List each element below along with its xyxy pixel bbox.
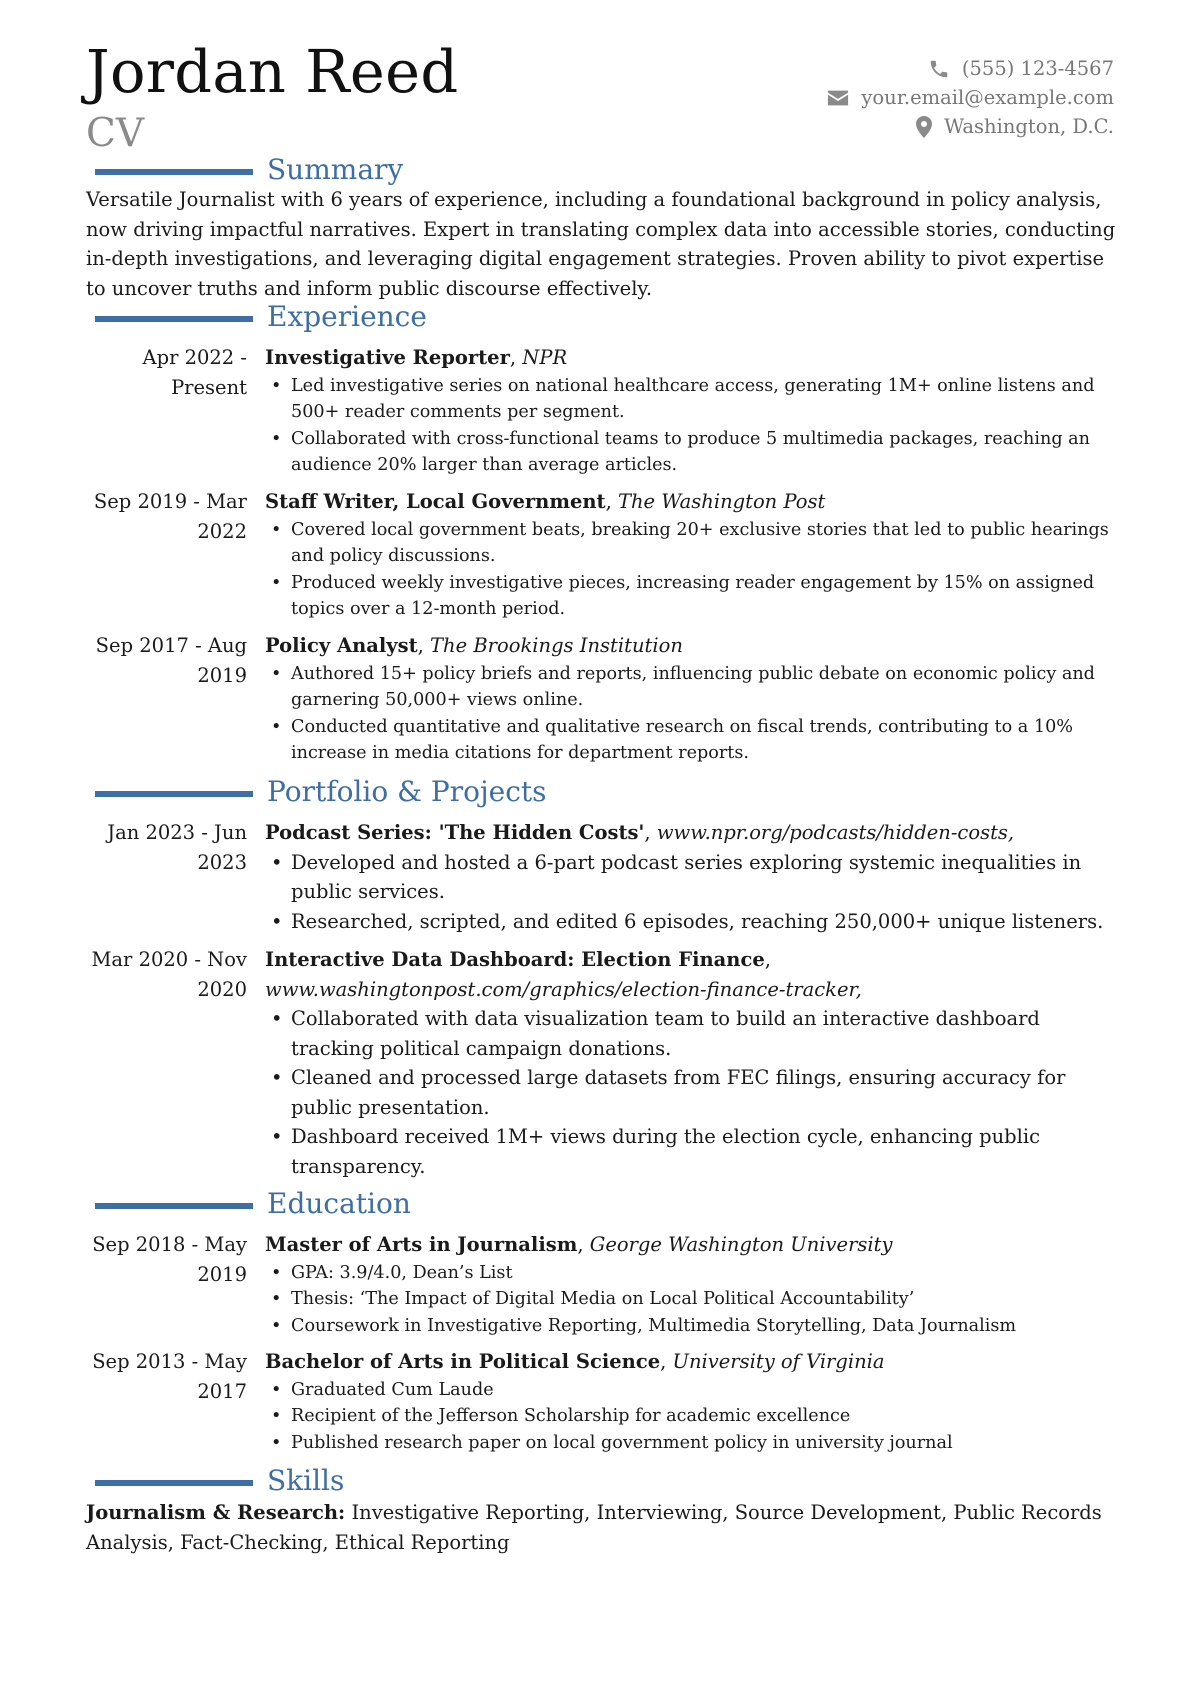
entry-date: Apr 2022 - Present xyxy=(142,346,247,399)
entry-separator: , xyxy=(660,1350,673,1373)
location-text: Washington, D.C. xyxy=(944,115,1114,138)
entry-heading xyxy=(265,1347,1110,1377)
entry-bullets xyxy=(265,1377,1110,1457)
entry-organization: George Washington University xyxy=(589,1233,893,1256)
entry-bullets xyxy=(265,661,1110,767)
contact-phone[interactable] xyxy=(827,54,1114,83)
skills-text xyxy=(86,1498,1116,1557)
entry-bullets xyxy=(265,1260,1110,1340)
section-portfolio-heading xyxy=(95,775,547,808)
entry-heading xyxy=(265,631,1110,661)
list-item: • Conducted quantitative and qualitative research on fiscal trends, contributing to a 10% increase in media citations for department reports. xyxy=(265,714,1110,767)
entry-bullets xyxy=(265,848,1110,937)
list-item: • Graduated Cum Laude xyxy=(265,1377,1110,1404)
entry-heading xyxy=(265,487,1110,517)
entry-body xyxy=(265,945,1110,1181)
entry-role: Master of Arts in Journalism xyxy=(265,1233,578,1256)
person-name: Jordan Reed xyxy=(86,37,459,106)
contact-email[interactable] xyxy=(827,83,1114,112)
list-item: • Thesis: ‘The Impact of Digital Media on Local Political Accountability’ xyxy=(265,1286,1110,1313)
entry-organization: University of Virginia xyxy=(672,1350,885,1373)
project-link[interactable]: www.npr.org/podcasts/hidden-costs, xyxy=(656,821,1015,844)
entry-separator: , xyxy=(577,1233,590,1256)
list-item: • Led investigative series on national healthcare access, generating 1M+ online listens and 500+ reader comments per segment. xyxy=(265,373,1110,426)
entry-body xyxy=(265,631,1110,767)
entry-role: Staff Writer, Local Government xyxy=(265,490,606,513)
list-item: • Coursework in Investigative Reporting, Multimedia Storytelling, Data Journalism xyxy=(265,1313,1110,1340)
summary-text: Versatile Journalist with 6 years of experience, including a foundational background in policy analysis, now driving impactful narratives. Expert in translating complex data into accessible stories, conducting in-depth investigations, and leveraging digital engagement strategies. Proven ability to pivot expertise to uncover truths and inform public discourse effectively. xyxy=(86,188,1116,300)
entry-date: Mar 2020 - Nov 2020 xyxy=(91,948,247,1001)
entry-date: Sep 2018 - May 2019 xyxy=(92,1233,247,1286)
entry-heading xyxy=(265,1230,1110,1260)
document-subtitle: CV xyxy=(86,111,145,156)
section-title: Portfolio & Projects xyxy=(267,775,547,808)
entry-date: Jan 2023 - Jun 2023 xyxy=(107,821,247,874)
entry-role: Investigative Reporter xyxy=(265,346,510,369)
section-divider-bar xyxy=(95,316,253,322)
entry-body xyxy=(265,487,1110,623)
section-title: Summary xyxy=(267,153,404,186)
list-item: • Cleaned and processed large datasets from FEC filings, ensuring accuracy for public presentation. xyxy=(265,1063,1110,1122)
section-experience-heading xyxy=(95,300,427,333)
list-item: • Covered local government beats, breaking 20+ exclusive stories that led to public hearings and policy discussions. xyxy=(265,517,1110,570)
entry-body xyxy=(265,818,1110,936)
entry-separator: , xyxy=(764,948,771,971)
entry-role: Bachelor of Arts in Political Science xyxy=(265,1350,661,1373)
list-item: • Researched, scripted, and edited 6 episodes, reaching 250,000+ unique listeners. xyxy=(265,907,1110,937)
section-title: Education xyxy=(267,1187,411,1220)
entry-bullets xyxy=(265,1004,1110,1181)
section-summary-heading xyxy=(95,153,404,186)
list-item: • Dashboard received 1M+ views during the election cycle, enhancing public transparency. xyxy=(265,1122,1110,1181)
entry-separator: , xyxy=(605,490,618,513)
entry-role: Podcast Series: 'The Hidden Costs' xyxy=(265,821,645,844)
entry-date: Sep 2019 - Mar 2022 xyxy=(93,490,247,543)
entry-bullets xyxy=(265,373,1110,479)
list-item: • Produced weekly investigative pieces, increasing reader engagement by 15% on assigned topics over a 12-month period. xyxy=(265,570,1110,623)
entry-separator: , xyxy=(644,821,657,844)
list-item: • Published research paper on local government policy in university journal xyxy=(265,1430,1110,1457)
skills-items: Investigative Reporting, Interviewing, Source Development, Public Records Analysis, Fact-Checking, Ethical Reporting xyxy=(86,1501,1102,1554)
phone-text: (555) 123-4567 xyxy=(961,57,1114,80)
email-text: your.email@example.com xyxy=(861,86,1114,109)
entry-heading xyxy=(265,343,1110,373)
list-item: • Developed and hosted a 6-part podcast series exploring systemic inequalities in public services. xyxy=(265,848,1110,907)
section-skills-heading xyxy=(95,1464,345,1497)
skills-category: Journalism & Research: xyxy=(86,1501,346,1524)
entry-heading xyxy=(265,818,1110,848)
list-item: • Recipient of the Jefferson Scholarship for academic excellence xyxy=(265,1403,1110,1430)
entry-date: Sep 2017 - Aug 2019 xyxy=(95,634,247,687)
list-item: • Authored 15+ policy briefs and reports, influencing public debate on economic policy and garnering 50,000+ views online. xyxy=(265,661,1110,714)
phone-icon xyxy=(928,58,950,80)
entry-role: Interactive Data Dashboard: Election Finance xyxy=(265,948,765,971)
section-divider-bar xyxy=(95,169,253,175)
entry-organization: The Washington Post xyxy=(617,490,826,513)
list-item: • Collaborated with cross-functional teams to produce 5 multimedia packages, reaching an audience 20% larger than average articles. xyxy=(265,426,1110,479)
entry-role: Policy Analyst xyxy=(265,634,418,657)
entry-bullets xyxy=(265,517,1110,623)
entry-organization: The Brookings Institution xyxy=(430,634,683,657)
project-link[interactable]: www.washingtonpost.com/graphics/election-finance-tracker, xyxy=(265,977,862,1001)
section-divider-bar xyxy=(95,791,253,797)
section-title: Experience xyxy=(267,300,427,333)
entry-body xyxy=(265,1230,1110,1339)
entry-heading xyxy=(265,945,1110,1004)
list-item: • GPA: 3.9/4.0, Dean’s List xyxy=(265,1260,1110,1287)
entry-separator: , xyxy=(509,346,523,369)
section-divider-bar xyxy=(95,1480,253,1486)
section-title: Skills xyxy=(267,1464,345,1497)
section-divider-bar xyxy=(95,1203,253,1209)
entry-body xyxy=(265,343,1110,479)
contact-location xyxy=(827,112,1114,141)
entry-separator: , xyxy=(417,634,431,657)
entry-body xyxy=(265,1347,1110,1456)
list-item: • Collaborated with data visualization team to build an interactive dashboard tracking political campaign donations. xyxy=(265,1004,1110,1063)
entry-organization: NPR xyxy=(522,346,568,369)
contact-block xyxy=(827,54,1114,141)
envelope-icon xyxy=(827,89,849,107)
section-education-heading xyxy=(95,1187,411,1220)
entry-date: Sep 2013 - May 2017 xyxy=(92,1350,247,1403)
map-marker-icon xyxy=(916,116,932,138)
